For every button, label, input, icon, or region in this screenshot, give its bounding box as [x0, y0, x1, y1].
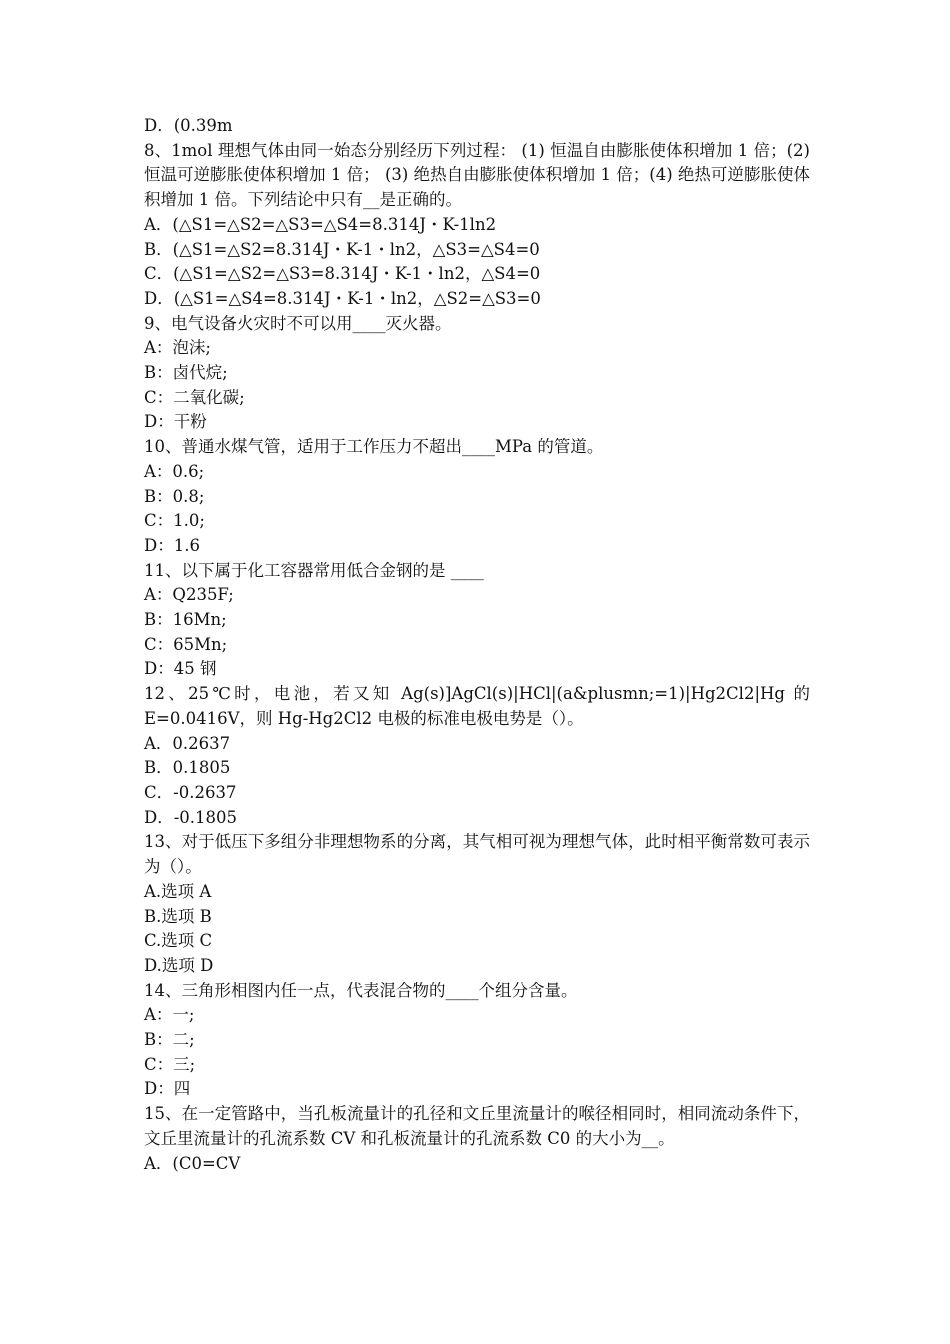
option-text: B：二; — [144, 1030, 195, 1050]
question-text: 12、25℃时，电池，若又知 Ag(s)]AgCl(s)|HCl|(a&plusmn;=1)|Hg2Cl2|Hg 的 E=0.0416V，则 Hg-Hg2Cl2 电极的标准电极电势是（）。 — [144, 684, 810, 728]
option-text: B：16Mn; — [144, 610, 227, 630]
option-text: A：Q235F; — [144, 585, 234, 605]
option-text: C：1.0; — [144, 511, 205, 531]
option-text: B：0.8; — [144, 486, 205, 506]
option-text: A：泡沫; — [144, 338, 211, 358]
option-text: D：1.6 — [144, 535, 200, 555]
document-page — [144, 114, 810, 1176]
option-text: A：一; — [144, 1005, 195, 1025]
option-text: C.选项 C — [144, 931, 213, 951]
option-text: D．(0.39m — [144, 116, 233, 135]
option-text: D．-0.1805 — [144, 807, 238, 827]
option-text: A．(C0=CV — [144, 1153, 241, 1173]
question-text: 14、三角形相图内任一点，代表混合物的____个组分含量。 — [144, 980, 578, 1000]
option-text: B．0.1805 — [144, 758, 231, 778]
option-text: D：四 — [144, 1079, 191, 1099]
option-text: C．-0.2637 — [144, 782, 237, 802]
option-text: B：卤代烷; — [144, 363, 228, 383]
question-text: 9、电气设备火灾时不可以用____灭火器。 — [144, 313, 452, 333]
option-text: C：三; — [144, 1054, 196, 1074]
option-text: D.选项 D — [144, 955, 214, 975]
option-text: A：0.6; — [144, 461, 205, 481]
option-text: D：45 钢 — [144, 659, 217, 679]
option-text: B.选项 B — [144, 906, 212, 926]
option-text: C．(△S1=△S2=△S3=8.314J・K-1・ln2，△S4=0 — [144, 264, 541, 284]
question-text: 13、对于低压下多组分非理想物系的分离，其气相可视为理想气体，此时相平衡常数可表示为（）。 — [144, 832, 810, 877]
option-text: A．0.2637 — [144, 733, 231, 753]
option-text: C：65Mn; — [144, 634, 228, 654]
option-text: A.选项 A — [144, 881, 212, 901]
question-text: 15、在一定管路中，当孔板流量计的孔径和文丘里流量计的喉径相同时，相同流动条件下，文丘里流量计的孔流系数 CV 和孔板流量计的孔流系数 C0 的大小为__。 — [144, 1104, 810, 1148]
question-text: 10、普通水煤气管，适用于工作压力不超出____MPa 的管道。 — [144, 437, 604, 457]
option-text: D．(△S1=△S4=8.314J・K-1・ln2，△S2=△S3=0 — [144, 288, 541, 308]
option-text: C：二氧化碳; — [144, 387, 245, 407]
option-text: A．(△S1=△S2=△S3=△S4=8.314J・K-1ln2 — [144, 214, 497, 234]
option-text: B．(△S1=△S2=8.314J・K-1・ln2，△S3=△S4=0 — [144, 239, 540, 259]
question-text: 11、以下属于化工容器常用低合金钢的是 ____ — [144, 560, 484, 580]
question-text: 8、1mol 理想气体由同一始态分别经历下列过程： (1) 恒温自由膨胀使体积增加 1 倍；(2) 恒温可逆膨胀使体积增加 1 倍； (3) 绝热自由膨胀使体积增加 1 倍；(4) 绝热可逆膨胀使体积增加 1 倍。下列结论中只有__是正确的。 — [144, 140, 810, 210]
option-text: D：干粉 — [144, 412, 207, 432]
